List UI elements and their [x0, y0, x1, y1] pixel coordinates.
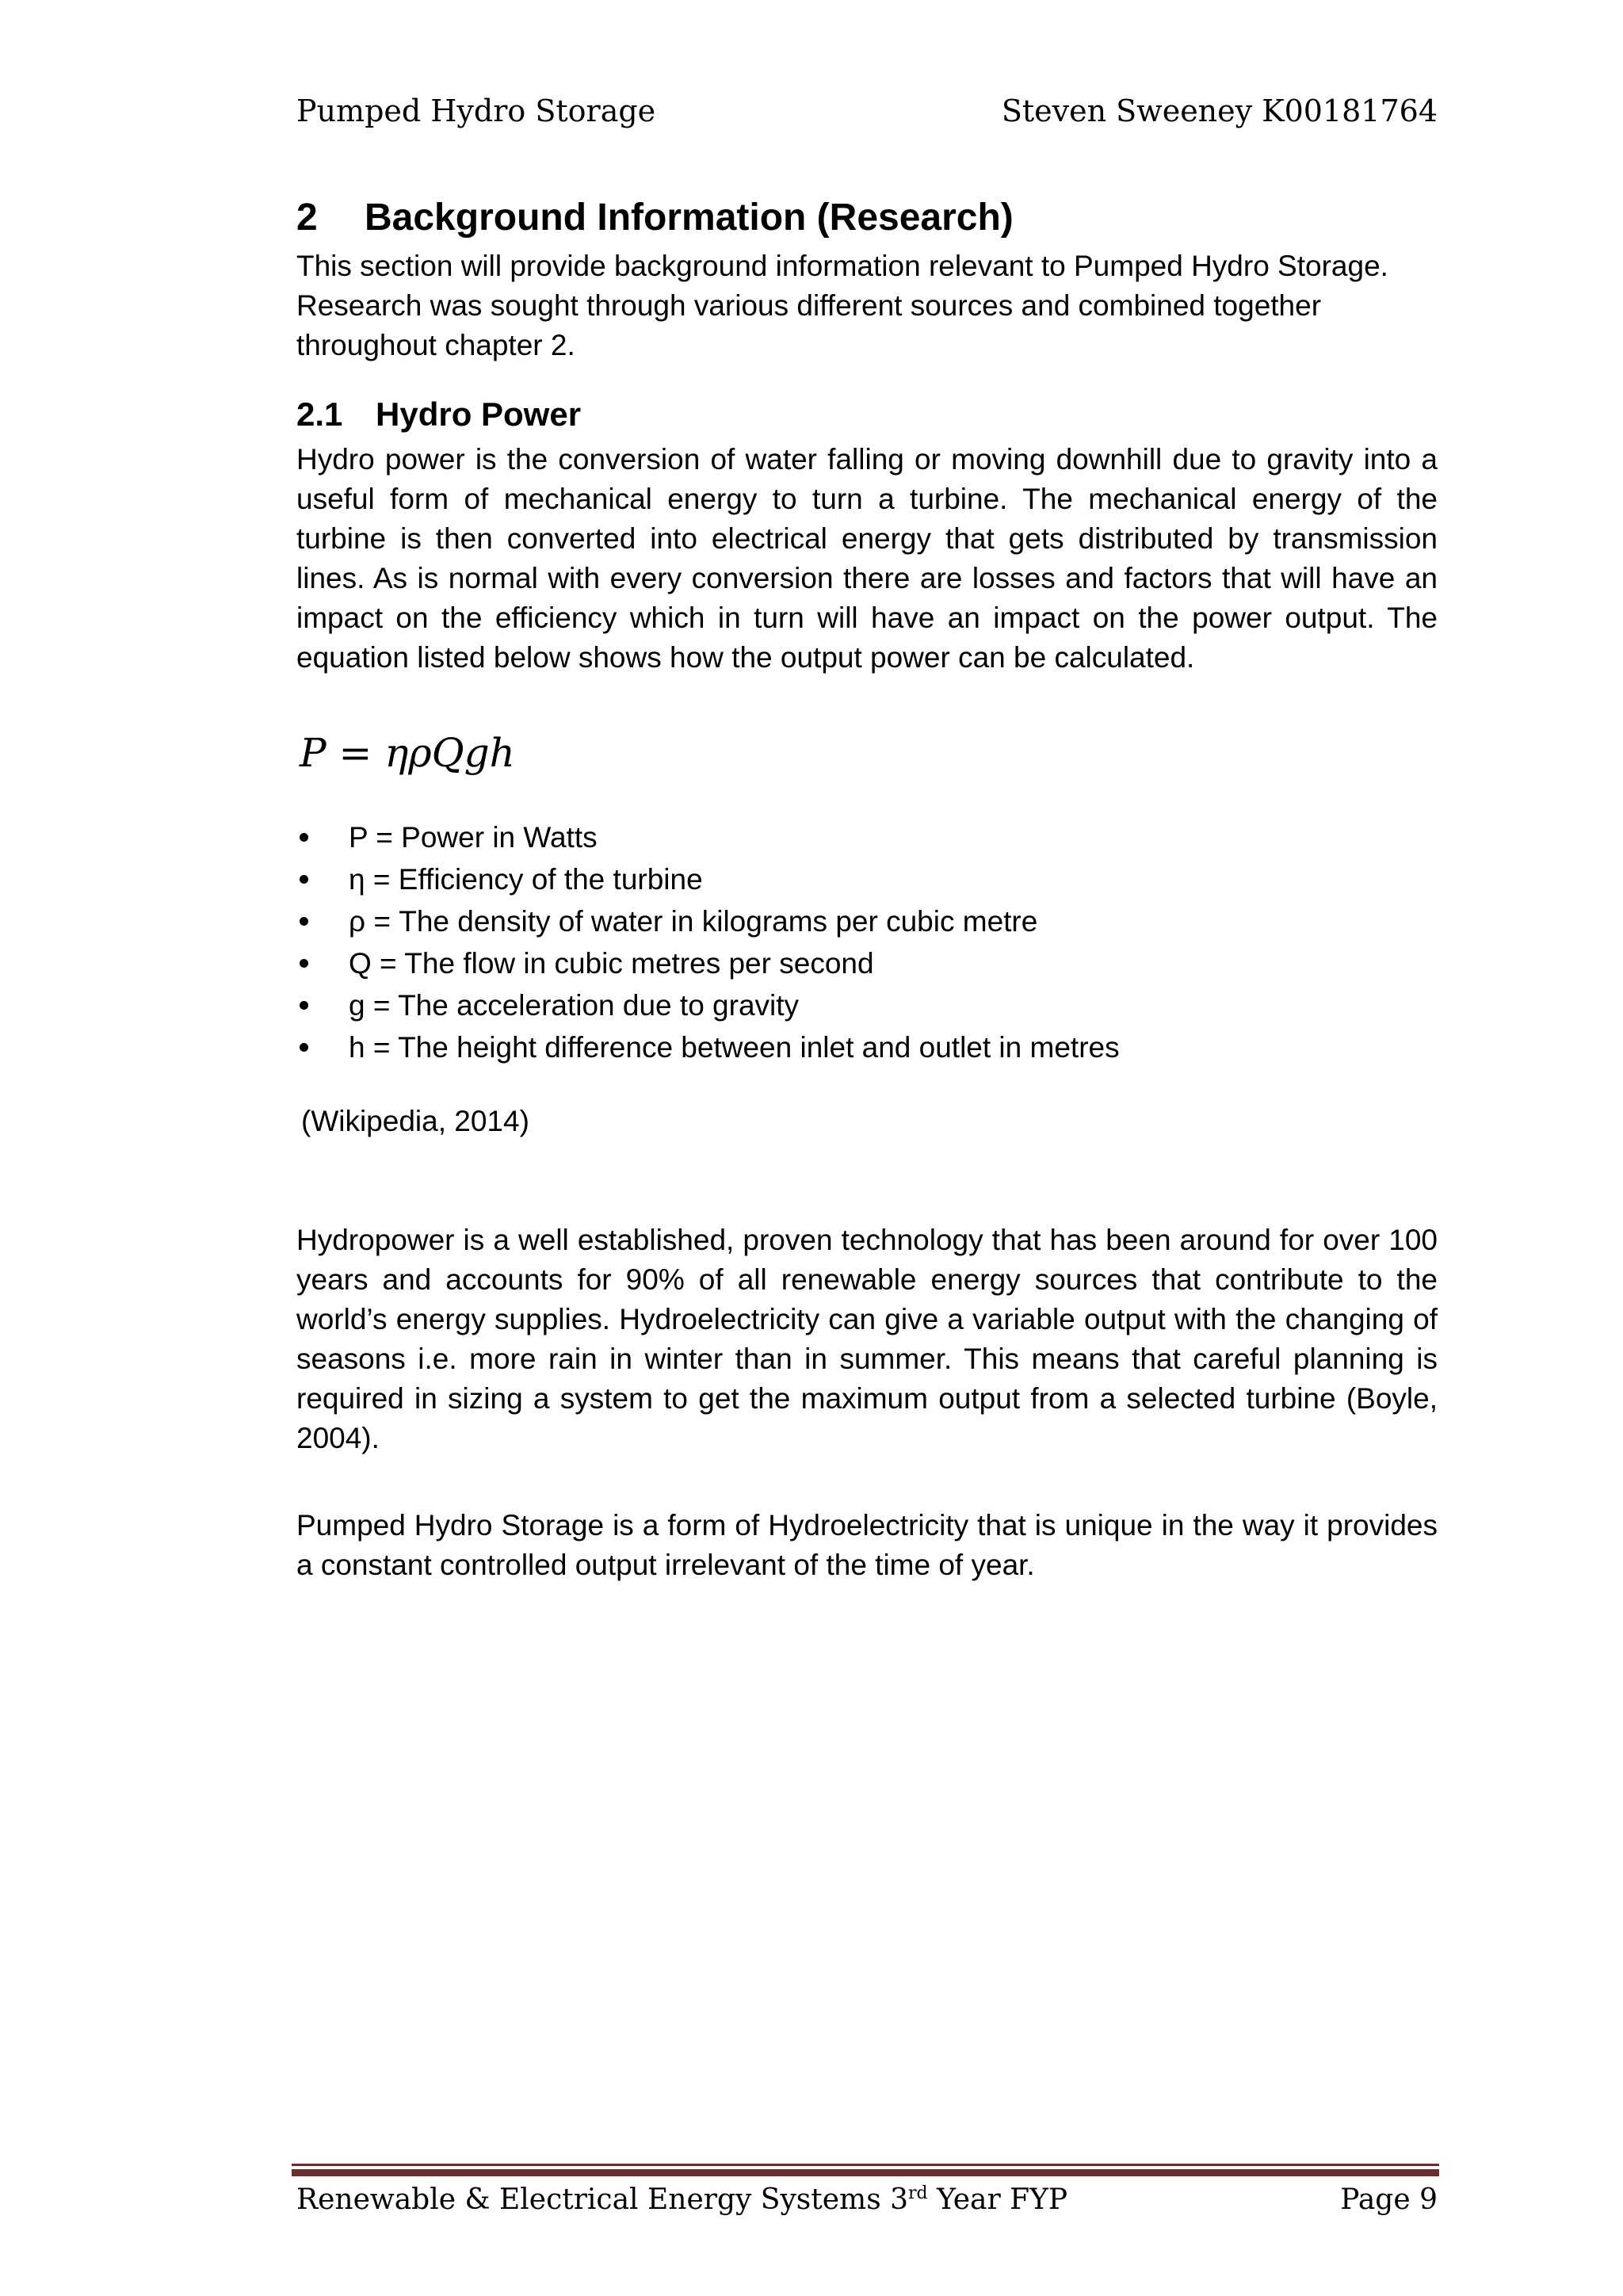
- page-number: Page 9: [1340, 2183, 1438, 2216]
- list-item: [296, 900, 1438, 942]
- intro-line: throughout chapter 2.: [296, 329, 575, 361]
- section-title: Background Information (Research): [365, 197, 1014, 239]
- subsection-heading: [296, 392, 581, 437]
- list-item-text: P = Power in Watts: [349, 821, 598, 854]
- list-item: [296, 858, 1438, 900]
- list-item-text: h = The height difference between inlet and outlet in metres: [349, 1031, 1120, 1064]
- bullet-icon: [300, 1043, 308, 1052]
- list-item: [296, 1026, 1438, 1068]
- list-item: [296, 816, 1438, 858]
- list-item-text: η = Efficiency of the turbine: [349, 863, 703, 896]
- list-item: [296, 942, 1438, 984]
- bullet-icon: [300, 833, 308, 842]
- page-header: [296, 94, 1438, 141]
- hydro-power-paragraph: Hydro power is the conversion of water falling or moving downhill due to gravity into a useful form of mechanical energy to turn a turbine. The mechanical energy of the turbine is then converted into electrical energy that gets distributed by transmission lines. As is normal with every conversion there are losses and factors that will have an impact on the efficiency which in turn will have an impact on the power output. The equation listed below shows how the output power can be calculated.: [296, 443, 1438, 674]
- pumped-storage-paragraph: Pumped Hydro Storage is a form of Hydroelectricity that is unique in the way it provides a constant controlled output irrelevant of the time of year.: [296, 1509, 1438, 1581]
- bullet-icon: [300, 959, 308, 968]
- footer-divider: [292, 2164, 1439, 2176]
- list-item-text: g = The acceleration due to gravity: [349, 989, 800, 1022]
- intro-line: This section will provide background information relevant to Pumped Hydro Storage.: [296, 250, 1388, 282]
- section-heading: [296, 194, 1014, 242]
- list-item-text: Q = The flow in cubic metres per second: [349, 947, 874, 980]
- header-author: Steven Sweeney K00181764: [1001, 94, 1438, 128]
- power-equation: P = ηρQgh: [300, 730, 515, 776]
- page-footer: [296, 2183, 1438, 2231]
- subsection-number: 2.1: [296, 395, 343, 433]
- section-number: 2: [296, 197, 318, 239]
- hydropower-paragraph: Hydropower is a well established, proven technology that has been around for over 100 years and accounts for 90% of all renewable energy sources that contribute to the world’s energy supplies. Hydroelectricity can give a variable output with the changing of seasons i.e. more rain in winter than in summer. This means that careful planning is required in sizing a system to get the maximum output from a selected turbine (Boyle, 2004).: [296, 1224, 1438, 1454]
- subsection-title: Hydro Power: [376, 395, 582, 433]
- footer-course-superscript: rd: [908, 2183, 928, 2203]
- citation: (Wikipedia, 2014): [301, 1105, 529, 1137]
- bullet-icon: [300, 875, 308, 884]
- footer-course: [296, 2183, 1067, 2216]
- variable-list: [296, 816, 1438, 1068]
- list-item: [296, 984, 1438, 1026]
- footer-course-suffix: Year FYP: [927, 2183, 1068, 2216]
- bullet-icon: [300, 917, 308, 926]
- section-intro: [296, 246, 1438, 365]
- bullet-icon: [300, 1001, 308, 1010]
- intro-line: Research was sought through various different sources and combined together: [296, 289, 1322, 322]
- header-title: Pumped Hydro Storage: [296, 94, 656, 128]
- footer-course-text: Renewable & Electrical Energy Systems 3: [296, 2183, 909, 2216]
- list-item-text: ρ = The density of water in kilograms per cubic metre: [349, 905, 1038, 938]
